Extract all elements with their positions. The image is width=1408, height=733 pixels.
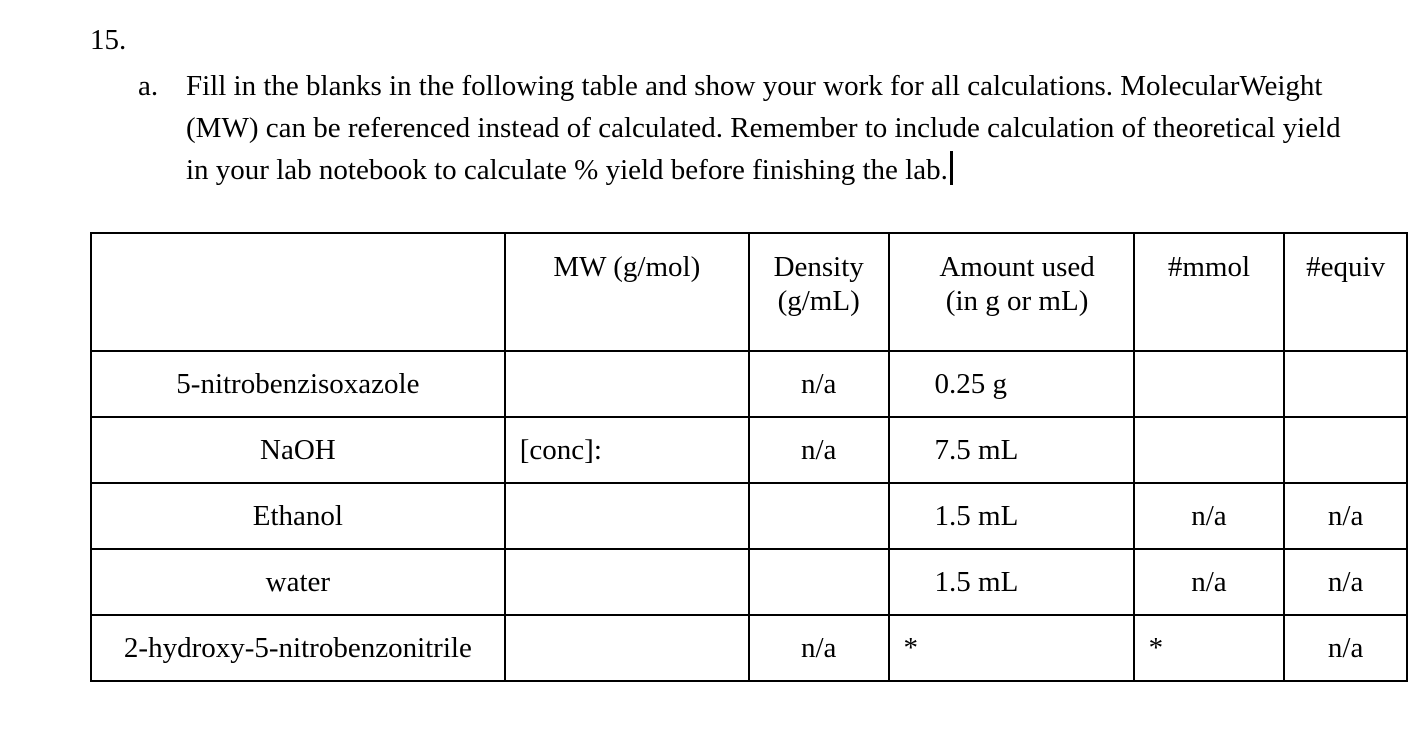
header-density-line2: (g/mL) bbox=[777, 285, 860, 317]
cell-density[interactable]: n/a bbox=[749, 351, 889, 417]
cell-mmol[interactable] bbox=[1134, 417, 1285, 483]
table-row bbox=[91, 615, 1407, 681]
cell-mw[interactable] bbox=[505, 615, 749, 681]
text-cursor bbox=[950, 151, 953, 185]
header-name[interactable] bbox=[91, 233, 505, 351]
table-row bbox=[91, 483, 1407, 549]
cell-amount[interactable]: 0.25 g bbox=[889, 351, 1134, 417]
cell-mw[interactable] bbox=[505, 351, 749, 417]
question-number: 15. bbox=[90, 24, 127, 56]
cell-name[interactable]: water bbox=[91, 549, 505, 615]
cell-mmol[interactable] bbox=[1134, 351, 1285, 417]
cell-mw[interactable]: [conc]: bbox=[505, 417, 749, 483]
reagents-table bbox=[90, 232, 1408, 682]
header-amount[interactable] bbox=[889, 233, 1134, 351]
header-mmol[interactable]: #mmol bbox=[1134, 233, 1285, 351]
cell-density[interactable]: n/a bbox=[749, 615, 889, 681]
cell-amount[interactable]: 1.5 mL bbox=[889, 483, 1134, 549]
cell-name[interactable]: 2-hydroxy-5-nitrobenzonitrile bbox=[91, 615, 505, 681]
instructions-content: Fill in the blanks in the following table and show your work for all calculations. MolecularWeight (MW) can be referenced instead of calculated. Remember to include calculation of theoretical yield in your lab notebook to calculate % yield before finishing the lab. bbox=[186, 70, 1341, 186]
cell-density[interactable] bbox=[749, 549, 889, 615]
cell-amount[interactable]: 7.5 mL bbox=[889, 417, 1134, 483]
header-density[interactable] bbox=[749, 233, 889, 351]
cell-equiv[interactable]: n/a bbox=[1284, 483, 1407, 549]
cell-name[interactable]: 5-nitrobenzisoxazole bbox=[91, 351, 505, 417]
cell-mw[interactable] bbox=[505, 483, 749, 549]
table-row bbox=[91, 351, 1407, 417]
cell-name[interactable]: NaOH bbox=[91, 417, 505, 483]
cell-equiv[interactable]: n/a bbox=[1284, 615, 1407, 681]
cell-equiv[interactable]: n/a bbox=[1284, 549, 1407, 615]
cell-equiv[interactable] bbox=[1284, 351, 1407, 417]
header-mw[interactable]: MW (g/mol) bbox=[505, 233, 749, 351]
header-density-line1: Density bbox=[773, 251, 864, 283]
cell-density[interactable] bbox=[749, 483, 889, 549]
table-row bbox=[91, 549, 1407, 615]
header-equiv[interactable]: #equiv bbox=[1284, 233, 1407, 351]
cell-mmol[interactable]: n/a bbox=[1134, 549, 1285, 615]
cell-amount[interactable]: * bbox=[889, 615, 1134, 681]
part-letter: a. bbox=[138, 70, 159, 102]
cell-mmol[interactable]: * bbox=[1134, 615, 1285, 681]
cell-mw[interactable] bbox=[505, 549, 749, 615]
cell-equiv[interactable] bbox=[1284, 417, 1407, 483]
header-amount-line2: (in g or mL) bbox=[945, 285, 1089, 317]
cell-density[interactable]: n/a bbox=[749, 417, 889, 483]
header-amount-line1: Amount used bbox=[939, 251, 1095, 283]
table-row bbox=[91, 417, 1407, 483]
cell-mmol[interactable]: n/a bbox=[1134, 483, 1285, 549]
instructions-text[interactable] bbox=[186, 65, 1356, 191]
cell-amount[interactable]: 1.5 mL bbox=[889, 549, 1134, 615]
table-header-row bbox=[91, 233, 1407, 351]
cell-name[interactable]: Ethanol bbox=[91, 483, 505, 549]
